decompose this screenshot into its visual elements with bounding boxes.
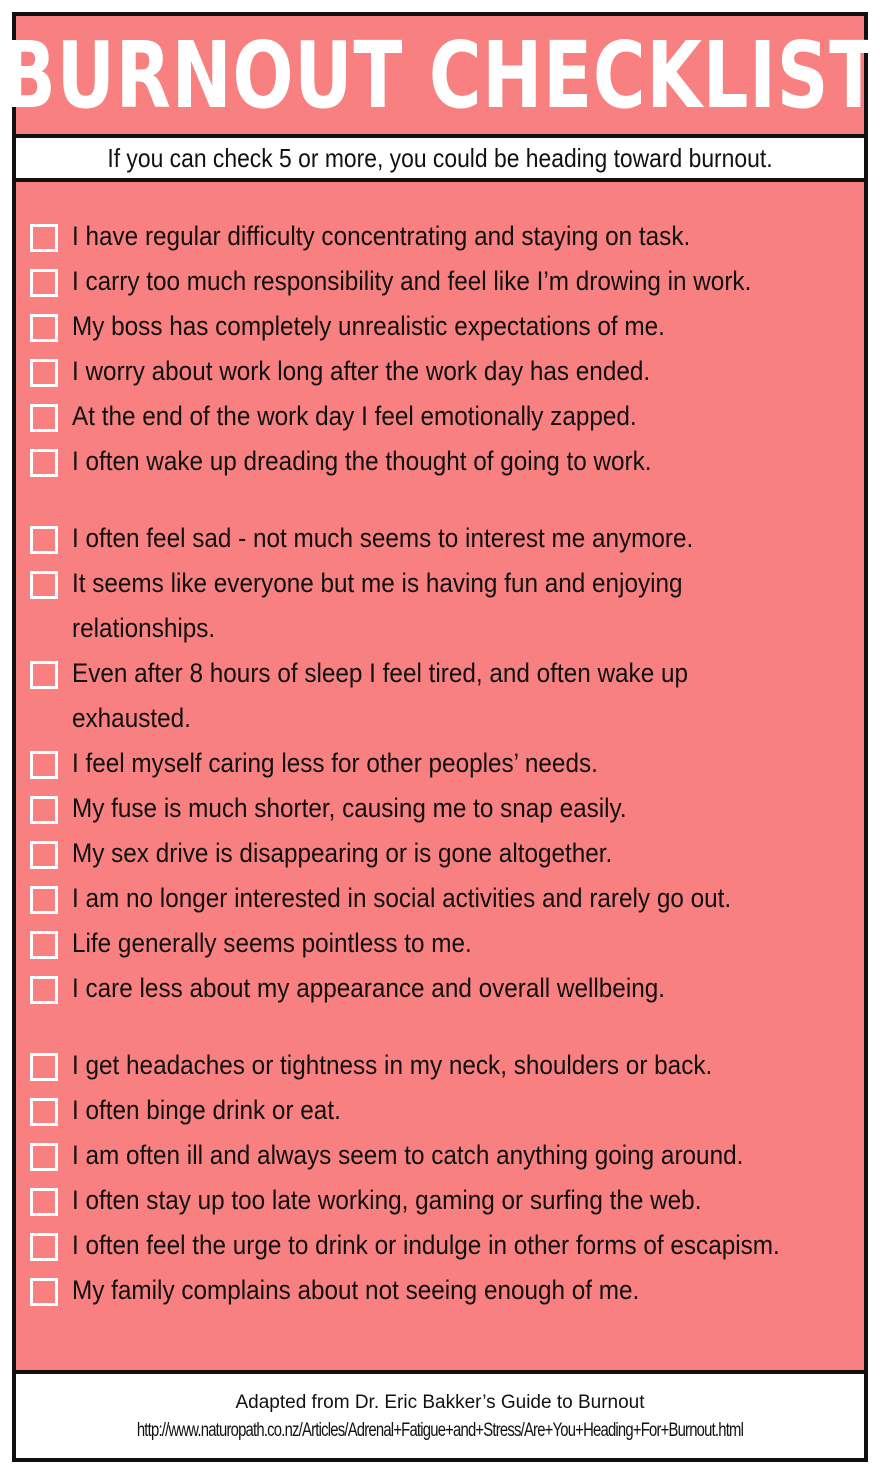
checklist-group-work: [16, 214, 864, 484]
checklist-card: [1, 12, 879, 1462]
checklist-item-text: I often stay up too late working, gaming or surfing the web.: [72, 1185, 702, 1215]
checkbox[interactable]: [30, 449, 58, 477]
checklist-item[interactable]: [16, 394, 864, 439]
checklist-item[interactable]: [16, 259, 864, 304]
checklist-item[interactable]: [16, 921, 864, 966]
checklist-item[interactable]: [16, 876, 864, 921]
checklist-item[interactable]: [16, 741, 864, 786]
checklist-item[interactable]: [16, 214, 864, 259]
checkbox[interactable]: [30, 661, 58, 689]
checkbox[interactable]: [30, 976, 58, 1004]
checklist-item[interactable]: [16, 1178, 864, 1223]
checklist-item-text: I feel myself caring less for other peoples’ needs.: [72, 748, 598, 778]
checkbox[interactable]: [30, 931, 58, 959]
footer-source-url[interactable]: http://www.naturopath.co.nz/Articles/Adrenal+Fatigue+and+Stress/Are+You+Heading+For+Burnout.html: [136, 1420, 744, 1441]
checkbox[interactable]: [30, 224, 58, 252]
checklist-item-text: My boss has completely unrealistic expectations of me.: [72, 311, 665, 341]
checklist-item-text: I often feel the urge to drink or indulge in other forms of escapism.: [72, 1230, 780, 1260]
checklist-item-text: My sex drive is disappearing or is gone altogether.: [72, 838, 613, 868]
checkbox[interactable]: [30, 1053, 58, 1081]
checkbox[interactable]: [30, 1188, 58, 1216]
checkbox[interactable]: [30, 796, 58, 824]
checklist-item-text: I carry too much responsibility and feel like I’m drowing in work.: [72, 266, 752, 296]
checklist-item[interactable]: [16, 304, 864, 349]
checkbox[interactable]: [30, 1278, 58, 1306]
checklist-item[interactable]: [16, 1223, 864, 1268]
footer-credit: Adapted from Dr. Eric Bakker’s Guide to Burnout: [235, 1392, 645, 1413]
checklist-item-text: I care less about my appearance and overall wellbeing.: [72, 973, 666, 1003]
footer: [16, 1370, 864, 1458]
checklist-item-text: I am no longer interested in social activities and rarely go out.: [72, 883, 732, 913]
checkbox[interactable]: [30, 1233, 58, 1261]
checklist-item-text: At the end of the work day I feel emotionally zapped.: [72, 401, 637, 431]
checklist-item[interactable]: [16, 1088, 864, 1133]
page-title: BURNOUT CHECKLIST: [1, 22, 879, 129]
checklist-item[interactable]: [16, 1268, 864, 1313]
checkbox[interactable]: [30, 886, 58, 914]
subtitle-bar: [16, 134, 864, 182]
checkbox[interactable]: [30, 314, 58, 342]
checklist-item[interactable]: [16, 1043, 864, 1088]
checklist-item[interactable]: [16, 831, 864, 876]
checkbox[interactable]: [30, 1143, 58, 1171]
checklist-item-text: My family complains about not seeing enough of me.: [72, 1275, 640, 1305]
checklist: [16, 182, 864, 1374]
checklist-item[interactable]: [16, 966, 864, 1011]
checklist-item[interactable]: [16, 786, 864, 831]
checkbox[interactable]: [30, 526, 58, 554]
checklist-item-text: I often wake up dreading the thought of going to work.: [72, 446, 652, 476]
checklist-item-text: I am often ill and always seem to catch anything going around.: [72, 1140, 744, 1170]
checklist-item-text: I often binge drink or eat.: [72, 1095, 341, 1125]
checklist-item[interactable]: [16, 561, 864, 651]
checklist-item-text: I worry about work long after the work day has ended.: [72, 356, 651, 386]
checklist-item-text: I have regular difficulty concentrating and staying on task.: [72, 221, 691, 251]
checkbox[interactable]: [30, 359, 58, 387]
checklist-group-emotional: [16, 516, 864, 1011]
checklist-item-text: Life generally seems pointless to me.: [72, 928, 472, 958]
checklist-item[interactable]: [16, 349, 864, 394]
checklist-item-text: I get headaches or tightness in my neck, shoulders or back.: [72, 1050, 713, 1080]
checklist-item[interactable]: [16, 516, 864, 561]
checklist-item-text: I often feel sad - not much seems to interest me anymore.: [72, 523, 694, 553]
checkbox[interactable]: [30, 571, 58, 599]
checklist-item[interactable]: [16, 1133, 864, 1178]
checkbox[interactable]: [30, 269, 58, 297]
checkbox[interactable]: [30, 751, 58, 779]
checklist-item-text: My fuse is much shorter, causing me to snap easily.: [72, 793, 627, 823]
checkbox[interactable]: [30, 841, 58, 869]
checkbox[interactable]: [30, 404, 58, 432]
checkbox[interactable]: [30, 1098, 58, 1126]
checklist-group-physical: [16, 1043, 864, 1313]
checklist-item[interactable]: [16, 651, 864, 741]
checklist-item-text: It seems like everyone but me is having fun and enjoying relationships.: [72, 568, 683, 643]
subtitle: If you can check 5 or more, you could be heading toward burnout.: [107, 142, 773, 173]
checklist-item-text: Even after 8 hours of sleep I feel tired, and often wake up exhausted.: [72, 658, 688, 733]
checklist-item[interactable]: [16, 439, 864, 484]
